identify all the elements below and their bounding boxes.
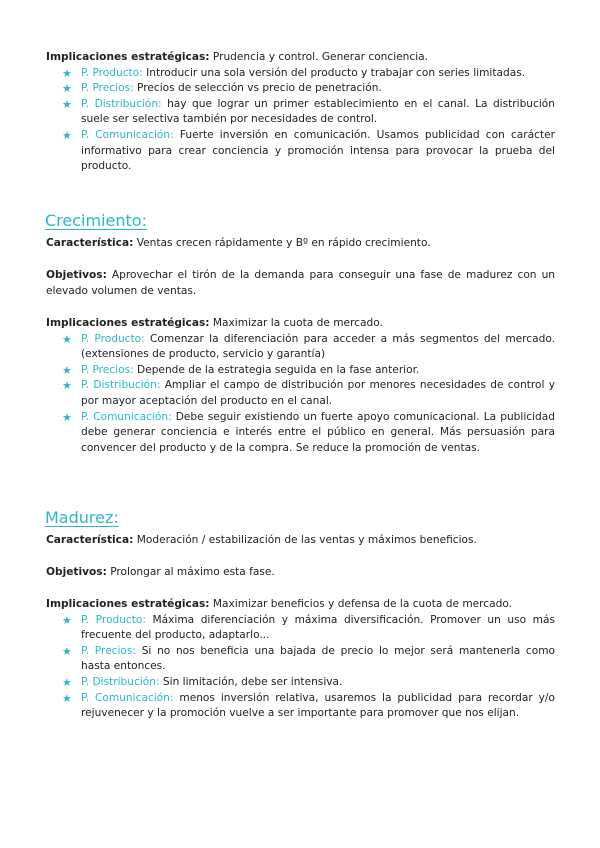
crecimiento-objectives <box>46 268 555 299</box>
item-text: Depende de la estrategia seguida en la fase anterior. <box>133 363 420 376</box>
objectives-text: Aprovechar el tirón de la demanda para conseguir una fase de madurez con un elevado volumen de ventas. <box>46 269 555 297</box>
star-icon: ★ <box>62 66 72 80</box>
characteristic-label: Característica: <box>46 237 134 249</box>
star-icon: ★ <box>62 379 72 393</box>
star-icon: ★ <box>62 691 72 705</box>
intro-strategic-text: Prudencia y control. Generar conciencia. <box>209 51 429 63</box>
list-item <box>46 691 555 722</box>
item-key: P. Precios: <box>81 82 134 95</box>
intro-strategic-section <box>46 50 555 175</box>
item-text: Ampliar el campo de distribución por menores necesidades de control y por mayor aceptación del producto en el canal. <box>81 379 555 407</box>
item-text: menos inversión relativa, usaremos la publicidad para recordar y/o rejuvenecer y la promoción vuelve a ser importante para promover que nos elijan. <box>81 691 555 720</box>
strategic-text: Maximizar beneficios y defensa de la cuota de mercado. <box>209 598 513 610</box>
item-text: Si no nos beneficia una bajada de precio lo mejor será mantenerla como hasta entonces. <box>81 644 555 673</box>
star-icon: ★ <box>62 128 72 142</box>
star-icon: ★ <box>62 332 72 346</box>
madurez-characteristic <box>46 533 555 549</box>
crecimiento-characteristic <box>46 236 555 252</box>
characteristic-label: Característica: <box>46 534 134 546</box>
item-key: P. Precios: <box>81 644 136 657</box>
list-item <box>46 128 555 175</box>
star-icon: ★ <box>62 675 72 689</box>
strategic-text: Maximizar la cuota de mercado. <box>209 317 383 329</box>
list-item <box>46 332 555 363</box>
item-text: hay que lograr un primer establecimiento en el canal. La distribución suele ser selectiva también por necesidades de control. <box>81 97 555 126</box>
list-item <box>46 410 555 457</box>
star-icon: ★ <box>62 363 72 377</box>
list-item <box>46 378 555 409</box>
crecimiento-strategic-section <box>46 316 555 456</box>
star-icon: ★ <box>62 97 72 111</box>
item-key: P. Precios: <box>81 363 134 376</box>
intro-strategic-list <box>46 66 555 175</box>
list-item <box>46 613 555 644</box>
list-item <box>46 97 555 128</box>
item-text: Comenzar la diferenciación para acceder a más segmentos del mercado. (extensiones de producto, servicio y garantía) <box>81 332 555 361</box>
list-item <box>46 644 555 675</box>
item-text: Sin limitación, debe ser intensiva. <box>159 675 343 688</box>
item-text: Máxima diferenciación y máxima diversificación. Promover un uso más frecuente del producto, adaptarlo... <box>81 613 555 642</box>
item-key: P. Distribución: <box>81 379 161 392</box>
objectives-label: Objetivos: <box>46 566 107 578</box>
list-item <box>46 675 555 691</box>
characteristic-text: Ventas crecen rápidamente y Bº en rápido crecimiento. <box>133 237 431 249</box>
section-heading-crecimiento: Crecimiento: <box>45 211 147 230</box>
star-icon: ★ <box>62 644 72 658</box>
list-item <box>46 81 555 97</box>
item-text: Precios de selección vs precio de penetración. <box>133 82 382 95</box>
star-icon: ★ <box>62 82 72 96</box>
characteristic-text: Moderación / estabilización de las ventas y máximos beneficios. <box>133 534 477 546</box>
item-key: P. Distribución: <box>81 97 162 110</box>
strategic-label: Implicaciones estratégicas: <box>46 598 210 610</box>
item-text: Introducir una sola versión del producto y trabajar con series limitadas. <box>142 66 526 79</box>
item-key: P. Comunicación: <box>81 691 174 704</box>
item-text: Debe seguir existiendo un fuerte apoyo comunicacional. La publicidad debe generar conciencia e interés entre el público en general. Más persuasión para convencer del producto y de la compra. Se reduce la promoción de ventas. <box>81 410 555 454</box>
item-key: P. Producto: <box>81 66 143 79</box>
item-key: P. Comunicación: <box>81 410 172 423</box>
star-icon: ★ <box>62 410 72 424</box>
intro-strategic-label: Implicaciones estratégicas: <box>46 51 210 63</box>
star-icon: ★ <box>62 613 72 627</box>
madurez-objectives <box>46 565 555 581</box>
item-key: P. Producto: <box>81 613 146 626</box>
list-item <box>46 363 555 379</box>
objectives-text: Prolongar al máximo esta fase. <box>106 566 275 578</box>
item-key: P. Distribución: <box>81 675 160 688</box>
item-key: P. Producto: <box>81 332 145 345</box>
madurez-strategic-section <box>46 597 555 722</box>
list-item <box>46 66 555 82</box>
objectives-label: Objetivos: <box>46 269 107 281</box>
strategic-label: Implicaciones estratégicas: <box>46 317 210 329</box>
madurez-strategic-list <box>46 613 555 722</box>
intro-strategic-line <box>46 50 555 66</box>
section-heading-madurez: Madurez: <box>45 508 119 527</box>
item-key: P. Comunicación: <box>81 128 174 141</box>
crecimiento-strategic-list <box>46 332 555 457</box>
item-text: Fuerte inversión en comunicación. Usamos publicidad con carácter informativo para crear conciencia y promoción intensa para provocar la prueba del producto. <box>81 128 555 173</box>
